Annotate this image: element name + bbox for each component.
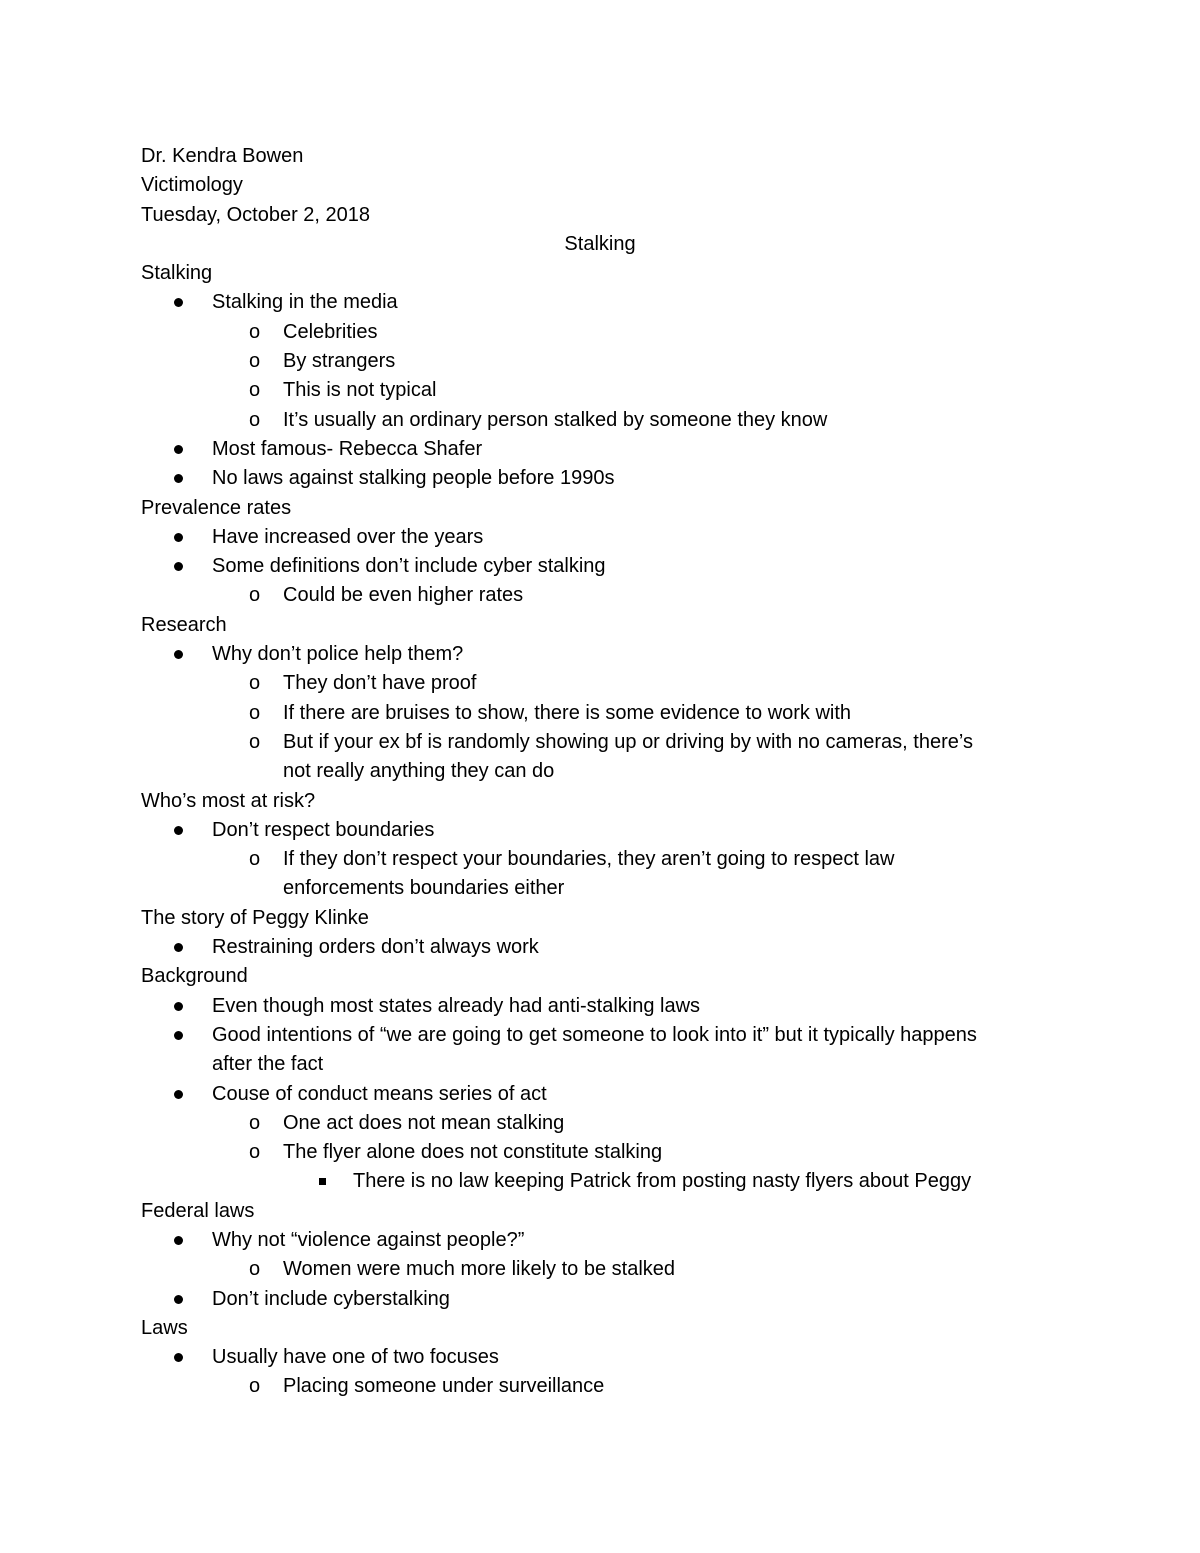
circle-bullet-icon: o <box>249 1375 261 1398</box>
list-item: Have increased over the years <box>141 523 1061 552</box>
section-heading: Research <box>141 613 227 636</box>
list-item: Even though most states already had anti-stalking laws <box>141 992 1061 1021</box>
list-item: Most famous- Rebecca Shafer <box>141 435 1061 464</box>
list-item: Stalking in the media <box>141 288 1061 317</box>
circle-bullet-icon: o <box>249 1111 261 1134</box>
list-item: Don’t include cyberstalking <box>141 1285 1061 1314</box>
list-item: There is no law keeping Patrick from posting nasty flyers about Peggy <box>141 1167 1061 1196</box>
circle-bullet-icon: o <box>249 701 261 724</box>
list-item: Good intentions of “we are going to get someone to look into it” but it typically happens <box>141 1021 1061 1050</box>
list-item: o They don’t have proof <box>141 669 1061 698</box>
circle-bullet-icon: o <box>249 1258 261 1281</box>
list-item: Some definitions don’t include cyber stalking <box>141 552 1061 581</box>
list-item: No laws against stalking people before 1990s <box>141 464 1061 493</box>
list-item: o But if your ex bf is randomly showing up or driving by with no cameras, there’s <box>141 728 1061 757</box>
section-heading: Prevalence rates <box>141 496 292 519</box>
circle-bullet-icon: o <box>249 584 261 607</box>
list-item: o The flyer alone does not constitute stalking <box>141 1138 1061 1167</box>
list-item: o Could be even higher rates <box>141 581 1061 610</box>
list-item: o It’s usually an ordinary person stalked by someone they know <box>141 406 1061 435</box>
list-item: Couse of conduct means series of act <box>141 1080 1061 1109</box>
section-heading: Stalking <box>141 262 213 285</box>
list-item-continuation: enforcements boundaries either <box>283 877 565 900</box>
list-item: o If there are bruises to show, there is some evidence to work with <box>141 699 1061 728</box>
list-item: o By strangers <box>141 347 1061 376</box>
circle-bullet-icon: o <box>249 320 261 343</box>
list-item: Why not “violence against people?” <box>141 1226 1061 1255</box>
circle-bullet-icon: o <box>249 408 261 431</box>
circle-bullet-icon: o <box>249 848 261 871</box>
section-heading: Background <box>141 965 248 988</box>
list-item: o This is not typical <box>141 376 1061 405</box>
section-heading: The story of Peggy Klinke <box>141 906 369 929</box>
document-title: Stalking <box>564 232 636 255</box>
section-heading: Federal laws <box>141 1199 255 1222</box>
circle-bullet-icon: o <box>249 1141 261 1164</box>
list-item: o Celebrities <box>141 318 1061 347</box>
circle-bullet-icon: o <box>249 350 261 373</box>
author-name: Dr. Kendra Bowen <box>141 145 304 167</box>
section-heading: Laws <box>141 1316 188 1339</box>
list-item-continuation: after the fact <box>212 1053 324 1076</box>
list-item: Restraining orders don’t always work <box>141 933 1061 962</box>
list-item: Why don’t police help them? <box>141 640 1061 669</box>
list-item: o Women were much more likely to be stalked <box>141 1255 1061 1284</box>
circle-bullet-icon: o <box>249 672 261 695</box>
list-item: Don’t respect boundaries <box>141 816 1061 845</box>
list-item-continuation: not really anything they can do <box>283 760 555 783</box>
circle-bullet-icon: o <box>249 379 261 402</box>
list-item: o If they don’t respect your boundaries, they aren’t going to respect law <box>141 845 1061 874</box>
list-item: o One act does not mean stalking <box>141 1109 1061 1138</box>
course-name: Victimology <box>141 174 243 197</box>
section-heading: Who’s most at risk? <box>141 789 316 812</box>
circle-bullet-icon: o <box>249 730 261 753</box>
list-item: Usually have one of two focuses <box>141 1343 1061 1372</box>
notes-body <box>141 142 1061 1402</box>
list-item: o Placing someone under surveillance <box>141 1372 1061 1401</box>
date-line: Tuesday, October 2, 2018 <box>141 203 371 226</box>
